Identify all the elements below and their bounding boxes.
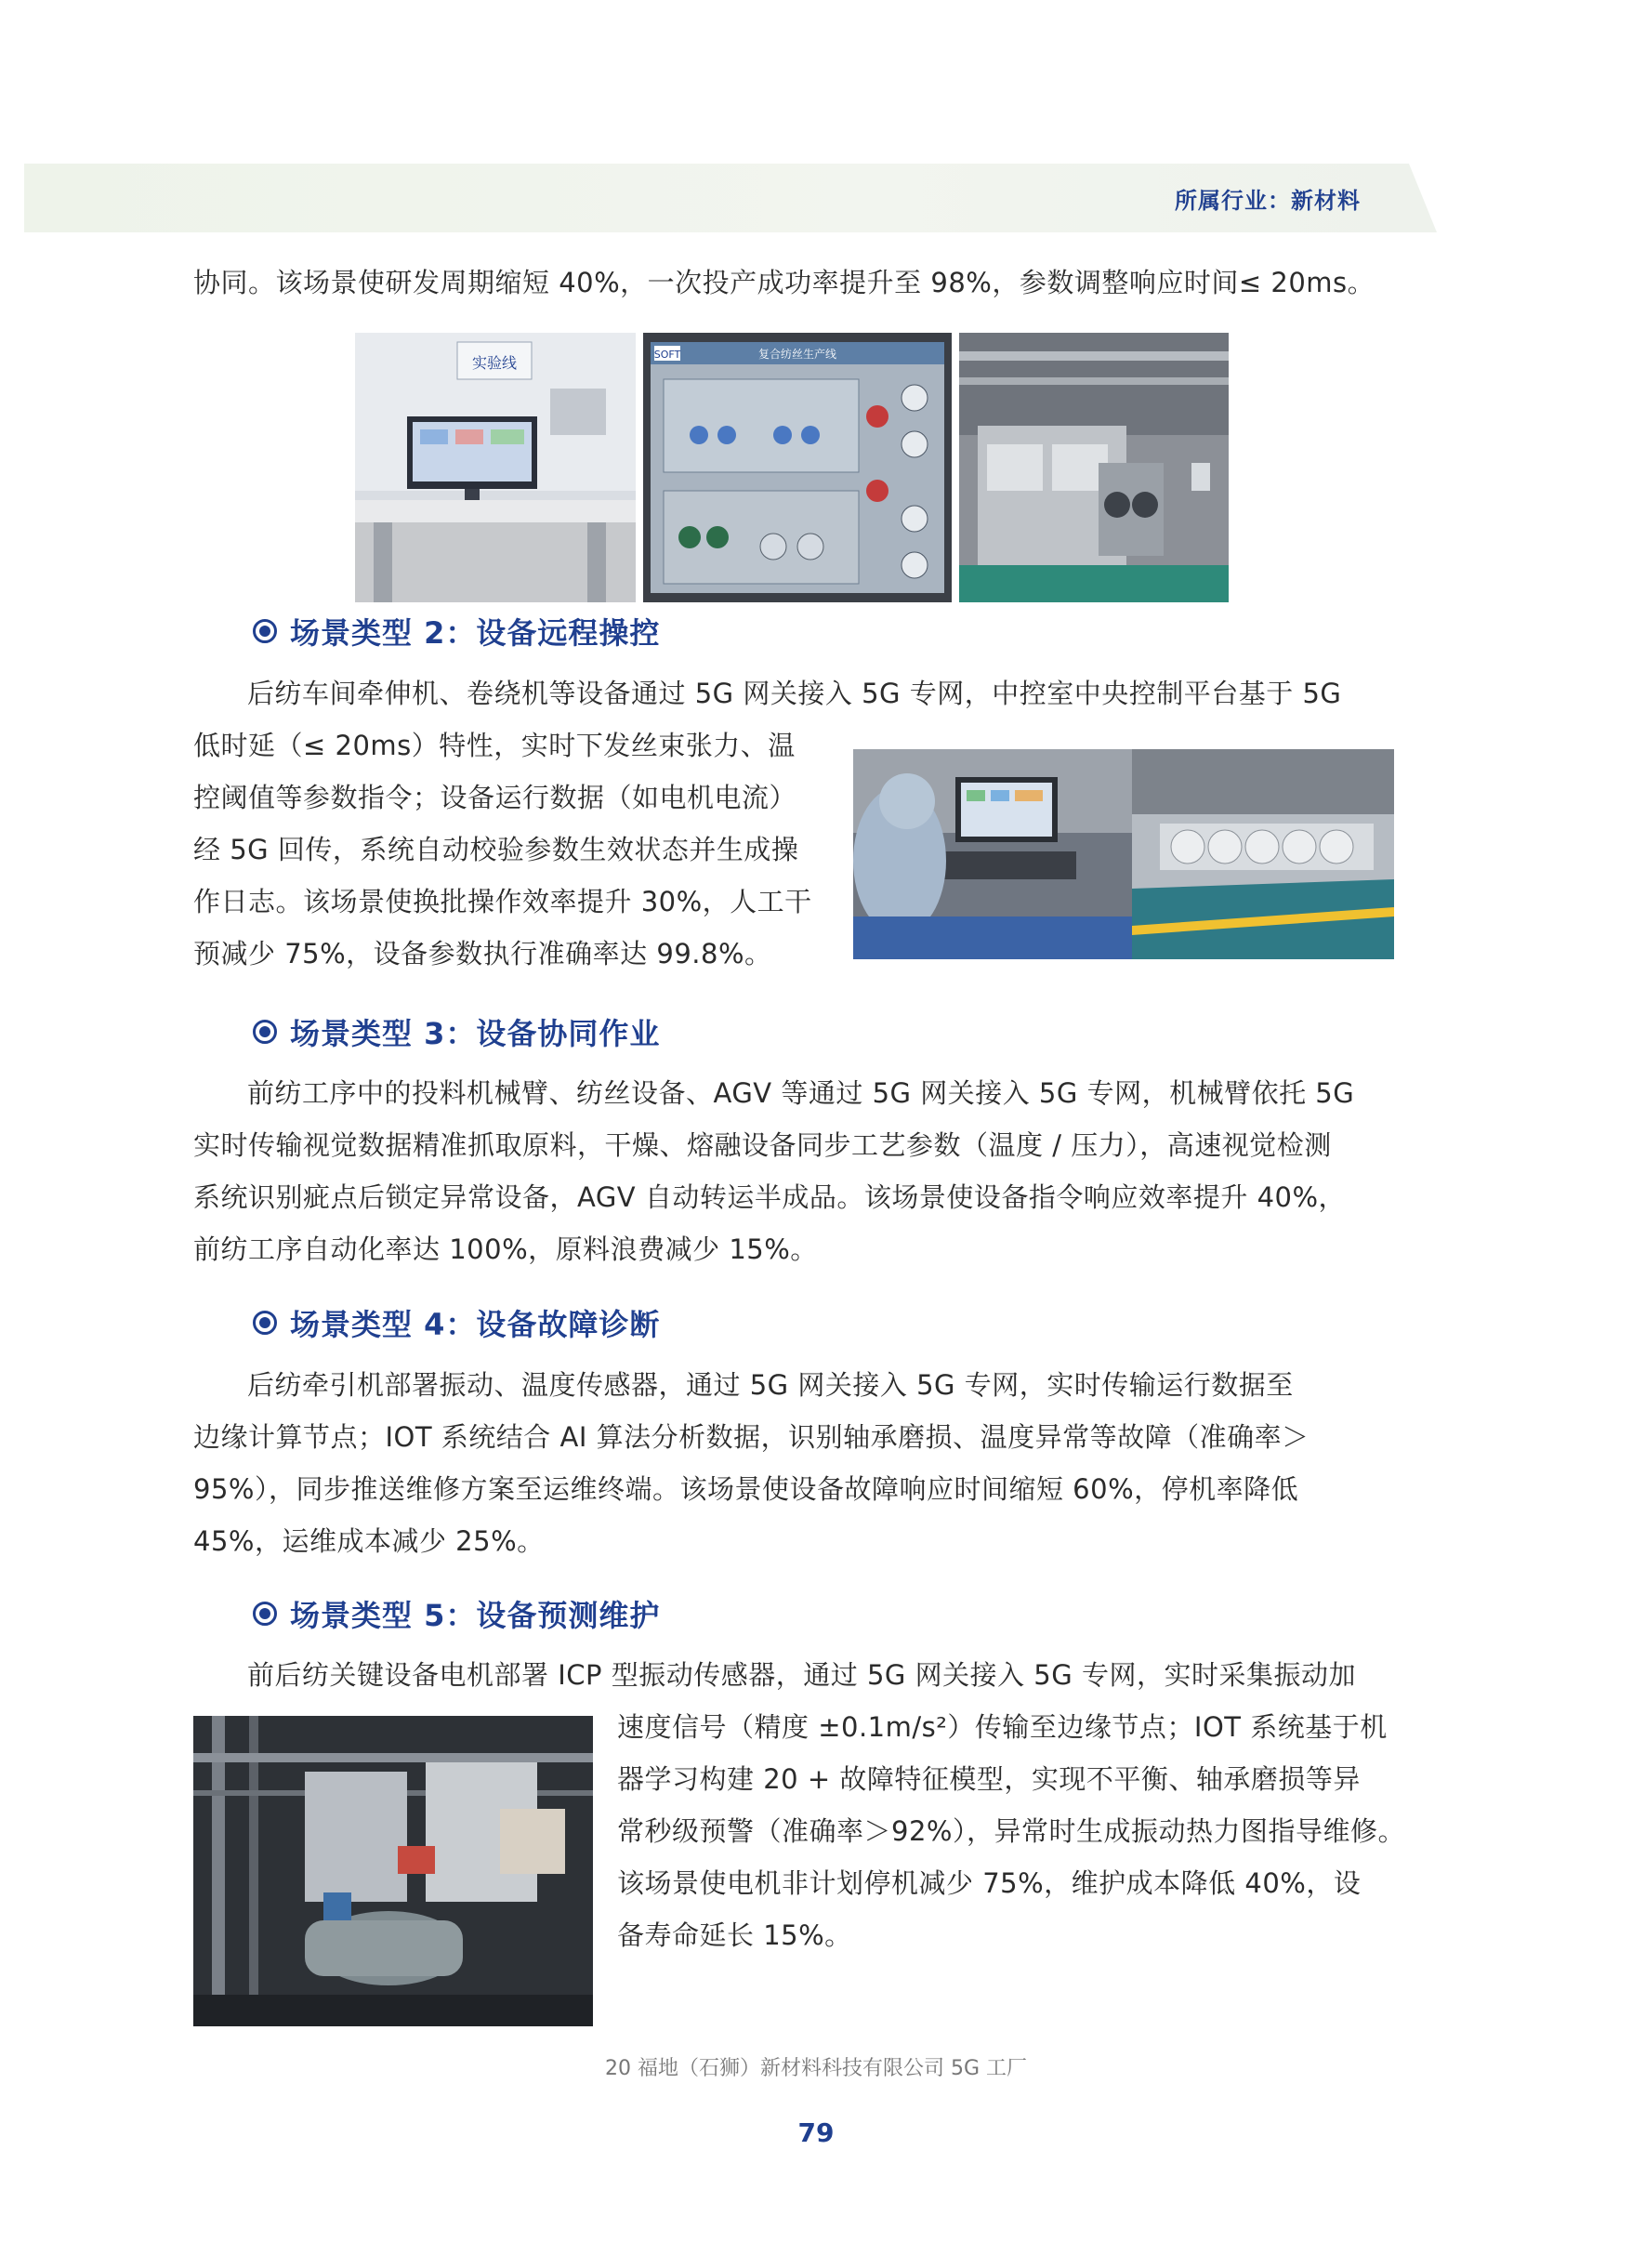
section-title: 场景类型 3：设备协同作业 [290, 1016, 661, 1051]
text-line: 速度信号（精度 ±0.1m/s²）传输至边缘节点；IOT 系统基于机 [617, 1711, 1388, 1743]
figure-caption: 20 福地（石狮）新材料科技有限公司 5G 工厂 [604, 2057, 1028, 2080]
spinning-machine-photo [959, 333, 1229, 602]
text-line: 控阈值等参数指令；设备运行数据（如电机电流） [193, 782, 797, 813]
section-heading [253, 1301, 660, 1344]
text-line: 边缘计算节点；IOT 系统结合 AI 算法分析数据，识别轴承磨损、温度异常等故障（准确率＞ [193, 1421, 1310, 1453]
text-line: 95%），同步推送维修方案至运维终端。该场景使设备故障响应时间缩短 60%，停机率降低 [193, 1473, 1299, 1505]
section-paragraph [193, 1649, 1439, 1701]
text-line: 实时传输视觉数据精准抓取原料，干燥、熔融设备同步工艺参数（温度 / 压力），高速视觉检测 [193, 1129, 1332, 1161]
section-paragraph [193, 1067, 1439, 1275]
text-line: 低时延（≤ 20ms）特性，实时下发丝束张力、温 [193, 730, 796, 761]
section-heading [253, 1592, 660, 1635]
text-line: 器学习构建 20 + 故障特征模型，实现不平衡、轴承磨损等异 [617, 1763, 1361, 1795]
text-line: 常秒级预警（准确率＞92%），异常时生成振动热力图指导维修。 [617, 1815, 1405, 1847]
industry-label: 所属行业：新材料 [1175, 188, 1361, 214]
operator-console-photo [853, 749, 1132, 959]
text-line: 前纺工序自动化率达 100%，原料浪费减少 15%。 [193, 1233, 818, 1265]
section-title: 场景类型 5：设备预测维护 [290, 1598, 661, 1633]
page-number: 79 [797, 2117, 835, 2148]
control-hmi-photo [643, 333, 952, 602]
text-line: 后纺车间牵伸机、卷绕机等设备通过 5G 网关接入 5G 专网，中控室中央控制平台基于 5G [247, 678, 1342, 709]
section-heading [253, 1010, 660, 1053]
section-title: 场景类型 4：设备故障诊断 [290, 1307, 661, 1342]
text-line: 后纺牵引机部署振动、温度传感器，通过 5G 网关接入 5G 专网，实时传输运行数据至 [247, 1369, 1294, 1401]
lab-sign-text: 实验线 [471, 354, 518, 372]
text-line: 作日志。该场景使换批操作效率提升 30%，人工干 [193, 886, 812, 917]
text-line: 备寿命延长 15%。 [617, 1919, 852, 1951]
hmi-title-text: 复合纺丝生产线 [757, 348, 837, 361]
section-title: 场景类型 2：设备远程操控 [290, 615, 661, 651]
text-line: 协同。该场景使研发周期缩短 40%，一次投产成功率提升至 98%，参数调整响应时间≤ 20ms。 [193, 267, 1375, 298]
text-line: 45%，运维成本减少 25%。 [193, 1525, 545, 1557]
section-paragraph [193, 719, 825, 980]
text-line: 前纺工序中的投料机械臂、纺丝设备、AGV 等通过 5G 网关接入 5G 专网，机械臂依托 5G [247, 1077, 1355, 1109]
winding-hall-photo [1132, 749, 1394, 959]
text-line: 预减少 75%，设备参数执行准确率达 99.8%。 [193, 938, 772, 969]
text-line: 前后纺关键设备电机部署 ICP 型振动传感器，通过 5G 网关接入 5G 专网，实时采集振动加 [247, 1659, 1356, 1691]
bullet-icon [253, 1602, 277, 1626]
text-line: 系统识别疵点后锁定异常设备，AGV 自动转运半成品。该场景使设备指令响应效率提升 40%， [193, 1181, 1347, 1213]
section-heading [253, 610, 660, 653]
section-paragraph [193, 667, 1439, 719]
hmi-brand-text: SOFT [653, 349, 681, 361]
bullet-icon [253, 619, 277, 643]
motor-room-photo [193, 1716, 593, 2026]
section-paragraph [617, 1701, 1439, 1961]
text-line: 经 5G 回传，系统自动校验参数生效状态并生成操 [193, 834, 799, 865]
bullet-icon [253, 1311, 277, 1335]
lab-workstation-photo [355, 333, 636, 602]
section-paragraph [193, 1359, 1439, 1567]
text-line: 该场景使电机非计划停机减少 75%，维护成本降低 40%，设 [617, 1867, 1362, 1899]
intro-paragraph [193, 257, 1439, 309]
bullet-icon [253, 1020, 277, 1044]
